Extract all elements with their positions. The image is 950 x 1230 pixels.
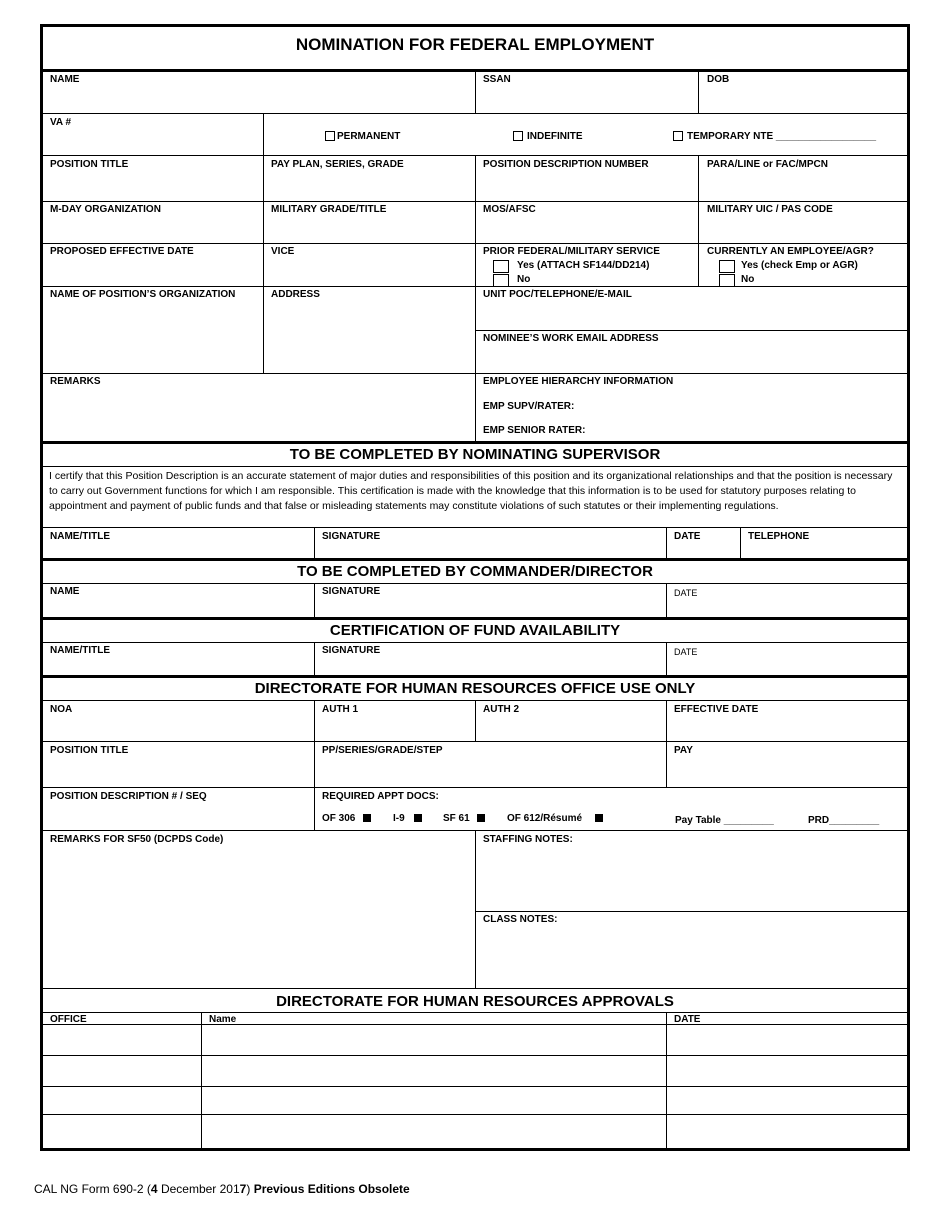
pay-plan-label: PAY PLAN, SERIES, GRADE [271,159,404,170]
prior-service-no-checkbox[interactable] [493,274,509,287]
dob-field[interactable] [699,87,906,112]
commander-name-label: NAME [50,586,80,597]
divider [43,1012,907,1013]
hro-position-title-label: POSITION TITLE [50,745,129,756]
current-employee-no-checkbox[interactable] [719,274,735,287]
fund-name-title-label: NAME/TITLE [50,645,110,656]
supervisor-name-title-label: NAME/TITLE [50,531,110,542]
current-employee-yes-checkbox[interactable] [719,260,735,273]
permanent-checkbox[interactable] [325,131,335,141]
commander-date-label: DATE [674,588,698,598]
effective-date-label: PROPOSED EFFECTIVE DATE [50,246,194,257]
noa-label: NOA [50,704,73,715]
sf61-checkbox[interactable] [477,814,485,822]
current-employee-no-label: No [741,274,755,285]
divider [43,441,907,444]
divider [43,527,907,528]
divider [263,113,264,155]
fund-heading: CERTIFICATION OF FUND AVAILABILITY [329,622,621,639]
position-org-label: NAME OF POSITION’S ORGANIZATION [50,289,236,300]
form-title: NOMINATION FOR FEDERAL EMPLOYMENT [295,35,655,54]
address-label: ADDRESS [271,289,320,300]
class-notes-label: CLASS NOTES: [483,914,558,925]
date-column-header: DATE [674,1014,701,1025]
i9-checkbox[interactable] [414,814,422,822]
dob-label: DOB [707,74,730,85]
permanent-label: PERMANENT [337,131,401,142]
vice-label: VICE [271,246,295,257]
auth2-label: AUTH 2 [483,704,520,715]
ssan-field[interactable] [476,87,697,112]
form-footer [34,1182,410,1196]
supervisor-signature-label: SIGNATURE [322,531,381,542]
prior-service-no-label: No [517,274,531,285]
table-row[interactable] [44,1025,906,1054]
supervisor-date-label: DATE [674,531,701,542]
divider [43,675,907,678]
divider [314,700,315,830]
divider [475,330,907,331]
divider [475,700,476,741]
divider [43,617,907,620]
nomination-form [40,24,910,1151]
mday-org-label: M-DAY ORGANIZATION [50,204,161,215]
supervisor-heading: TO BE COMPLETED BY NOMINATING SUPERVISOR [289,446,661,463]
unit-poc-label: UNIT POC/TELEPHONE/E-MAIL [483,289,632,300]
name-label: NAME [50,74,80,85]
of612-label: OF 612/Résumé [507,813,583,824]
divider [43,787,907,788]
prior-service-yes-checkbox[interactable] [493,260,509,273]
footer-form-id: CAL NG Form 690-2 ( [34,1182,151,1196]
military-grade-label: MILITARY GRADE/TITLE [271,204,387,215]
va-number-label: VA # [50,117,72,128]
footer-day: 4 [150,1182,158,1196]
divider [314,642,315,675]
temporary-label: TEMPORARY NTE __________________ [687,131,877,142]
divider [263,155,264,286]
divider [475,830,476,988]
footer-close: ) [246,1182,251,1196]
remarks-label: REMARKS [50,376,101,387]
name-field[interactable] [44,87,474,112]
fund-date-label: DATE [674,647,698,657]
divider [43,583,907,584]
ssan-label: SSAN [483,74,511,85]
table-row[interactable] [44,1115,906,1147]
divider [43,466,907,467]
of306-checkbox[interactable] [363,814,371,822]
divider [314,583,315,617]
position-title-label: POSITION TITLE [50,159,129,170]
pay-table-label: Pay Table _________ [675,815,774,826]
pd-number-label: POSITION DESCRIPTION NUMBER [483,159,649,170]
divider [314,527,315,558]
supv-rater-label: EMP SUPV/RATER: [483,401,575,412]
military-uic-label: MILITARY UIC / PAS CODE [707,204,833,215]
divider [475,155,476,286]
table-row[interactable] [44,1056,906,1085]
commander-signature-label: SIGNATURE [322,586,381,597]
pp-series-label: PP/SERIES/GRADE/STEP [322,745,443,756]
of306-label: OF 306 [322,813,356,824]
senior-rater-label: EMP SENIOR RATER: [483,425,586,436]
divider [666,583,667,617]
divider [475,373,476,441]
indefinite-checkbox[interactable] [513,131,523,141]
i9-label: I-9 [393,813,405,824]
hro-heading: DIRECTORATE FOR HUMAN RESOURCES OFFICE USE ONLY [254,680,696,697]
prd-label: PRD_________ [808,815,880,826]
divider [666,642,667,675]
divider [263,286,264,373]
indefinite-label: INDEFINITE [527,131,583,142]
sf61-label: SF 61 [443,813,470,824]
divider [666,700,667,787]
current-employee-label: CURRENTLY AN EMPLOYEE/AGR? [707,246,874,257]
divider [475,286,476,373]
supervisor-telephone-label: TELEPHONE [748,531,810,542]
temporary-checkbox[interactable] [673,131,683,141]
hro-effective-date-label: EFFECTIVE DATE [674,704,759,715]
divider [740,527,741,558]
commander-heading: TO BE COMPLETED BY COMMANDER/DIRECTOR [297,563,653,580]
para-line-label: PARA/LINE or FAC/MPCN [707,159,828,170]
remarks-sf50-label: REMARKS FOR SF50 (DCPDS Code) [50,834,224,845]
table-row[interactable] [44,1087,906,1113]
prior-service-label: PRIOR FEDERAL/MILITARY SERVICE [483,246,660,257]
name-column-header: Name [209,1014,237,1025]
divider [43,988,907,989]
required-docs-label: REQUIRED APPT DOCS: [322,791,439,802]
divider [698,155,699,286]
office-column-header: OFFICE [50,1014,87,1025]
footer-year-digit: 7 [239,1182,247,1196]
divider [475,911,907,912]
divider [666,527,667,558]
divider [43,113,907,114]
prior-service-yes-label: Yes (ATTACH SF144/DD214) [517,260,650,271]
current-employee-yes-label: Yes (check Emp or AGR) [741,260,858,271]
of612-checkbox[interactable] [595,814,603,822]
hierarchy-label: EMPLOYEE HIERARCHY INFORMATION [483,376,674,387]
divider [43,558,907,561]
fund-signature-label: SIGNATURE [322,645,381,656]
nominee-email-label: NOMINEE’S WORK EMAIL ADDRESS [483,333,659,344]
staffing-notes-label: STAFFING NOTES: [483,834,573,845]
auth1-label: AUTH 1 [322,704,359,715]
divider [43,642,907,643]
certification-text: I certify that this Position Description is an accurate statement of major duties and responsibilities of this position and its organizational relationships and that the position is necessary to carry out Government functions for which I am responsible. This certification is made with the knowledge that this information is to be used for statutory purposes relating to appointment and payment of public funds and that false or misleading statements may constitute violations of such statutes or their implementing regulations. [49,470,893,512]
approvals-heading: DIRECTORATE FOR HUMAN RESOURCES APPROVALS [276,993,674,1010]
pay-label: PAY [674,745,693,756]
divider [43,741,907,742]
footer-obsolete: Previous Editions Obsolete [253,1182,410,1196]
mos-afsc-label: MOS/AFSC [483,204,536,215]
footer-month-year: December 201 [157,1182,240,1196]
pd-seq-label: POSITION DESCRIPTION # / SEQ [50,791,207,802]
